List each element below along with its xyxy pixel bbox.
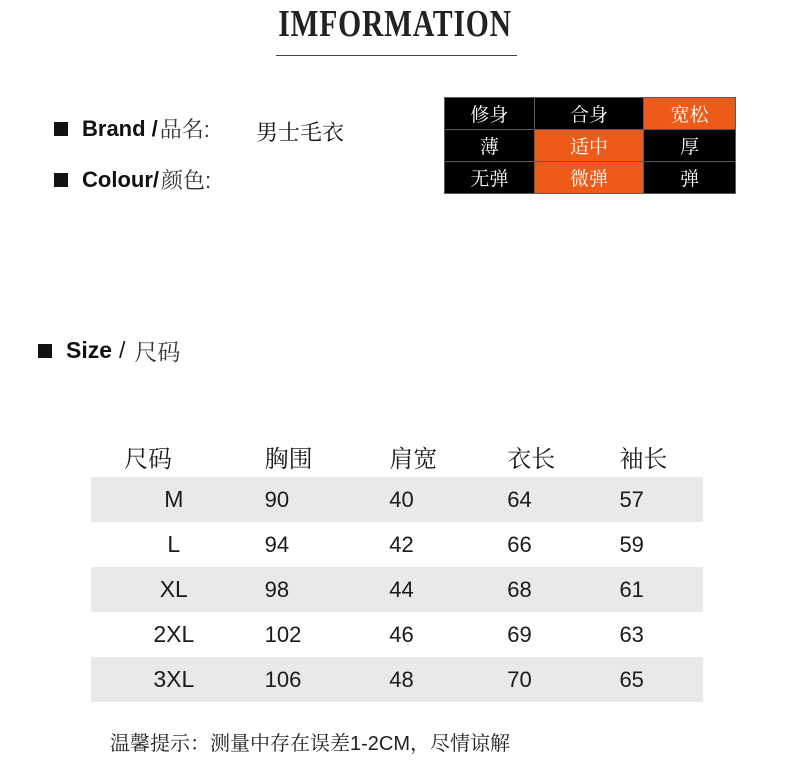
brand-row: [54, 113, 210, 144]
attribute-cell-selected: 微弹: [534, 162, 643, 194]
size-cell: L: [167, 531, 181, 557]
square-bullet-icon: [38, 344, 52, 358]
colour-row: [54, 164, 211, 195]
measurement-cell: 59: [619, 531, 644, 557]
measurement-cell: 64: [501, 477, 605, 522]
attribute-cell-selected: 适中: [534, 130, 643, 162]
measurement-cell: 46: [389, 621, 414, 647]
size-heading-sep: /: [119, 337, 126, 363]
attribute-cell: 修身: [445, 98, 535, 130]
measurement-cell: 48: [384, 657, 501, 702]
title-divider: [276, 55, 517, 56]
colour-label-en: Colour/: [82, 166, 159, 192]
measurement-cell: 57: [605, 477, 703, 522]
size-cell: 2XL: [153, 621, 195, 647]
attribute-cell-selected: 宽松: [644, 98, 736, 130]
size-column-header: 衣长: [507, 445, 556, 473]
measurement-cell: 69: [507, 621, 532, 647]
size-column-header: 胸围: [264, 445, 313, 473]
square-bullet-icon: [54, 173, 68, 187]
measurement-cell: 102: [264, 621, 302, 647]
colour-label-cn: 颜色:: [161, 168, 212, 193]
attribute-cell: 厚: [644, 130, 736, 162]
measurement-cell: 70: [501, 657, 605, 702]
brand-value: 男士毛衣: [256, 120, 345, 145]
table-row: [91, 657, 703, 702]
brand-label-cn: 品名:: [159, 117, 210, 142]
measurement-cell: 61: [605, 567, 703, 612]
table-row: [91, 522, 703, 567]
measurement-cell: 42: [389, 531, 414, 557]
attribute-row: [445, 130, 736, 162]
size-table-header: [91, 435, 703, 477]
size-column-header: 肩宽: [389, 445, 438, 473]
measurement-cell: 66: [507, 531, 532, 557]
attribute-cell: 薄: [445, 130, 535, 162]
attribute-cell: 合身: [534, 98, 643, 130]
table-row: [91, 567, 703, 612]
brand-label-en: Brand /: [82, 115, 158, 141]
attribute-cell: 无弹: [445, 162, 535, 194]
table-row: [91, 477, 703, 522]
size-cell: M: [91, 477, 257, 522]
table-row: [91, 612, 703, 657]
size-column-header: 尺码: [124, 445, 172, 473]
measurement-cell: 106: [257, 657, 385, 702]
size-heading-en: Size: [66, 337, 113, 363]
measurement-cell: 68: [501, 567, 605, 612]
size-heading: [38, 334, 180, 367]
measurement-cell: 98: [257, 567, 385, 612]
measurement-cell: 65: [605, 657, 703, 702]
measurement-cell: 94: [264, 531, 290, 557]
attribute-cell: 弹: [644, 162, 736, 194]
size-heading-cn: 尺码: [134, 339, 181, 365]
size-column-header: 袖长: [619, 445, 668, 473]
page-title: IMFORMATION: [278, 3, 512, 45]
measurement-cell: 90: [257, 477, 385, 522]
size-cell: 3XL: [91, 657, 257, 702]
measurement-cell: 44: [384, 567, 501, 612]
attribute-table: [444, 97, 736, 194]
measurement-note: 温馨提示：测量中存在误差1-2CM，尽情谅解: [110, 733, 511, 755]
size-cell: XL: [91, 567, 257, 612]
size-table: [91, 435, 703, 702]
measurement-cell: 40: [384, 477, 501, 522]
measurement-cell: 63: [619, 621, 644, 647]
attribute-row: [445, 98, 736, 130]
attribute-row: [445, 162, 736, 194]
square-bullet-icon: [54, 122, 68, 136]
